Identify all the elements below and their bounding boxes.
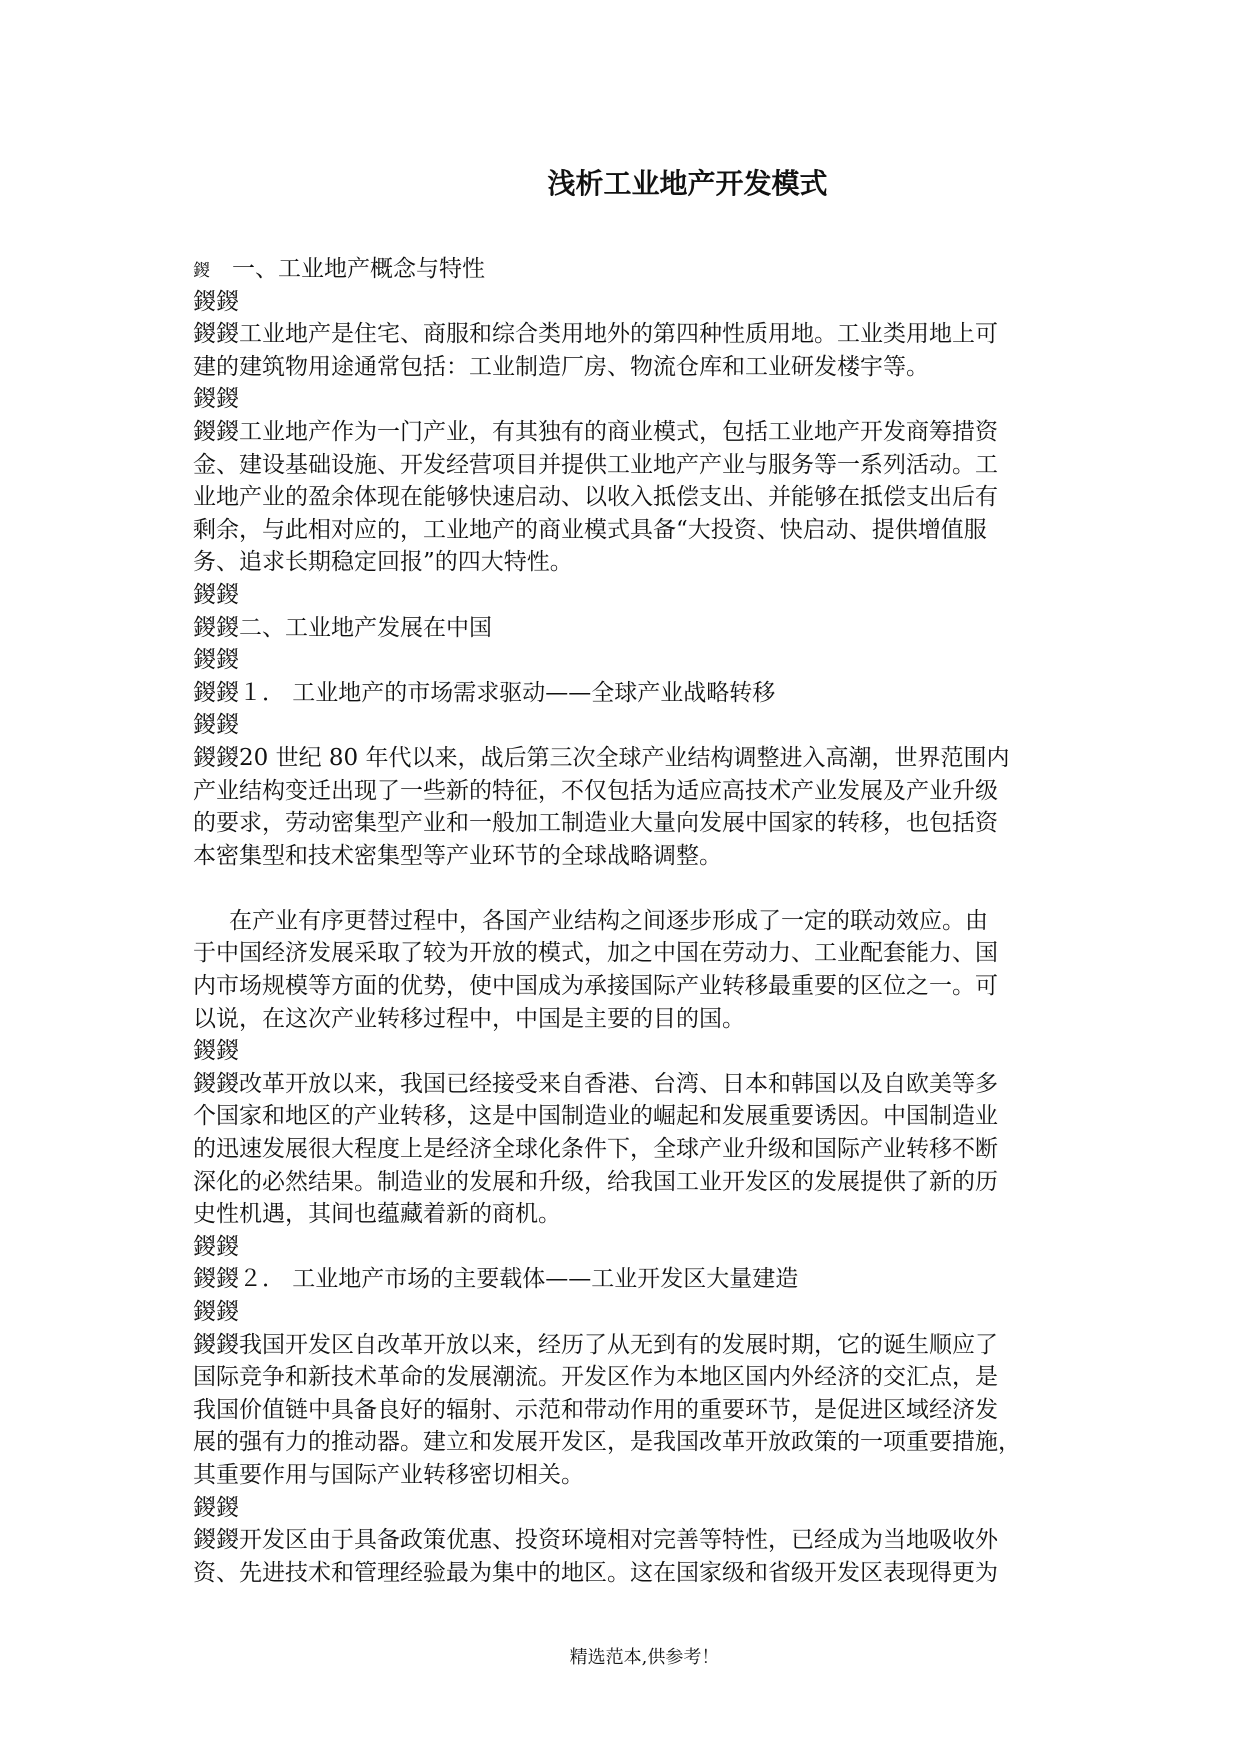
text-line: 国际竞争和新技术革命的发展潮流。开发区作为本地区国内外经济的交汇点，是 <box>193 1364 998 1391</box>
text-line: 展的强有力的推动器。建立和发展开发区，是我国改革开放政策的一项重要措施， <box>193 1429 1021 1456</box>
section-heading: 鍐鍐二、工业地产发展在中国 <box>193 614 492 641</box>
text-line: 的要求，劳动密集型产业和一般加工制造业大量向发展中国家的转移，也包括资 <box>193 810 998 837</box>
text-line: 在产业有序更替过程中，各国产业结构之间逐步形成了一定的联动效应。由 <box>229 907 988 934</box>
text-line <box>193 253 1059 286</box>
blank-line <box>193 872 1059 905</box>
text-line: 鍐鍐工业地产作为一门产业，有其独有的商业模式，包括工业地产开发商筹措资 <box>193 418 998 445</box>
text-line: 业地产业的盈余体现在能够快速启动、以收入抵偿支出、并能够在抵偿支出后有 <box>193 484 998 511</box>
text-line: 资、先进技术和管理经验最为集中的地区。这在国家级和省级开发区表现得更为 <box>193 1559 998 1586</box>
subsection-heading: 鍐鍐１． 工业地产的市场需求驱动——全球产业战略转移 <box>193 679 776 706</box>
text-line: 鍐鍐 <box>193 386 239 413</box>
text-line: 我国价值链中具备良好的辐射、示范和带动作用的重要环节，是促进区域经济发 <box>193 1396 998 1423</box>
document-body <box>193 253 1059 1589</box>
text-line: 建的建筑物用途通常包括：工业制造厂房、物流仓库和工业研发楼宇等。 <box>193 353 929 380</box>
text-line: 务、追求长期稳定回报”的四大特性。 <box>193 549 573 576</box>
text-line: 内市场规模等方面的优势，使中国成为承接国际产业转移最重要的区位之一。可 <box>193 973 998 1000</box>
text-line: 鍐鍐 <box>193 288 239 315</box>
text-line: 鍐鍐我国开发区自改革开放以来，经历了从无到有的发展时期，它的诞生顺应了 <box>193 1331 998 1358</box>
text-line: 鍐鍐 <box>193 647 239 674</box>
text-line: 本密集型和技术密集型等产业环节的全球战略调整。 <box>193 842 722 869</box>
text-line: 鍐鍐20 世纪 80 年代以来，战后第三次全球产业结构调整进入高潮，世界范围内 <box>193 744 1010 771</box>
section-heading: 一、工业地产概念与特性 <box>231 256 485 282</box>
text-line: 的迅速发展很大程度上是经济全球化条件下，全球产业升级和国际产业转移不断 <box>193 1136 998 1163</box>
document-title: 浅析工业地产开发模式 <box>547 167 828 200</box>
text-line: 产业结构变迁出现了一些新的特征，不仅包括为适应高技术产业发展及产业升级 <box>193 777 998 804</box>
text-line: 鍐鍐 <box>193 581 239 608</box>
text-line: 鍐鍐工业地产是住宅、商服和综合类用地外的第四种性质用地。工业类用地上可 <box>193 321 998 348</box>
text-line: 其重要作用与国际产业转移密切相关。 <box>193 1461 584 1488</box>
text-line: 鍐鍐 <box>193 712 239 739</box>
subsection-heading: 鍐鍐２． 工业地产市场的主要载体——工业开发区大量建造 <box>193 1266 799 1293</box>
text-line: 深化的必然结果。制造业的发展和升级，给我国工业开发区的发展提供了新的历 <box>193 1168 998 1195</box>
text-line: 鍐鍐 <box>193 1038 239 1065</box>
text-line: 剩余，与此相对应的，工业地产的商业模式具备“大投资、快启动、提供增值服 <box>193 516 987 543</box>
text-line: 于中国经济发展采取了较为开放的模式，加之中国在劳动力、工业配套能力、国 <box>193 940 998 967</box>
text-line: 鍐鍐 <box>193 1233 239 1260</box>
text-line: 以说，在这次产业转移过程中，中国是主要的目的国。 <box>193 1005 745 1032</box>
page-footer: 精选范本,供参考！ <box>569 1647 720 1668</box>
text-line: 鍐鍐开发区由于具备政策优惠、投资环境相对完善等特性，已经成为当地吸收外 <box>193 1527 998 1554</box>
text-line: 金、建设基础设施、开发经营项目并提供工业地产产业与服务等一系列活动。工 <box>193 451 998 478</box>
garbled-glyph: 鍐 <box>193 261 210 281</box>
text-line: 鍐鍐 <box>193 1299 239 1325</box>
text-line: 史性机遇，其间也蕴藏着新的商机。 <box>193 1201 561 1228</box>
text-line: 鍐鍐改革开放以来，我国已经接受来自香港、台湾、日本和韩国以及自欧美等多 <box>193 1070 998 1097</box>
text-line: 个国家和地区的产业转移，这是中国制造业的崛起和发展重要诱因。中国制造业 <box>193 1103 998 1130</box>
text-line: 鍐鍐 <box>193 1494 239 1521</box>
